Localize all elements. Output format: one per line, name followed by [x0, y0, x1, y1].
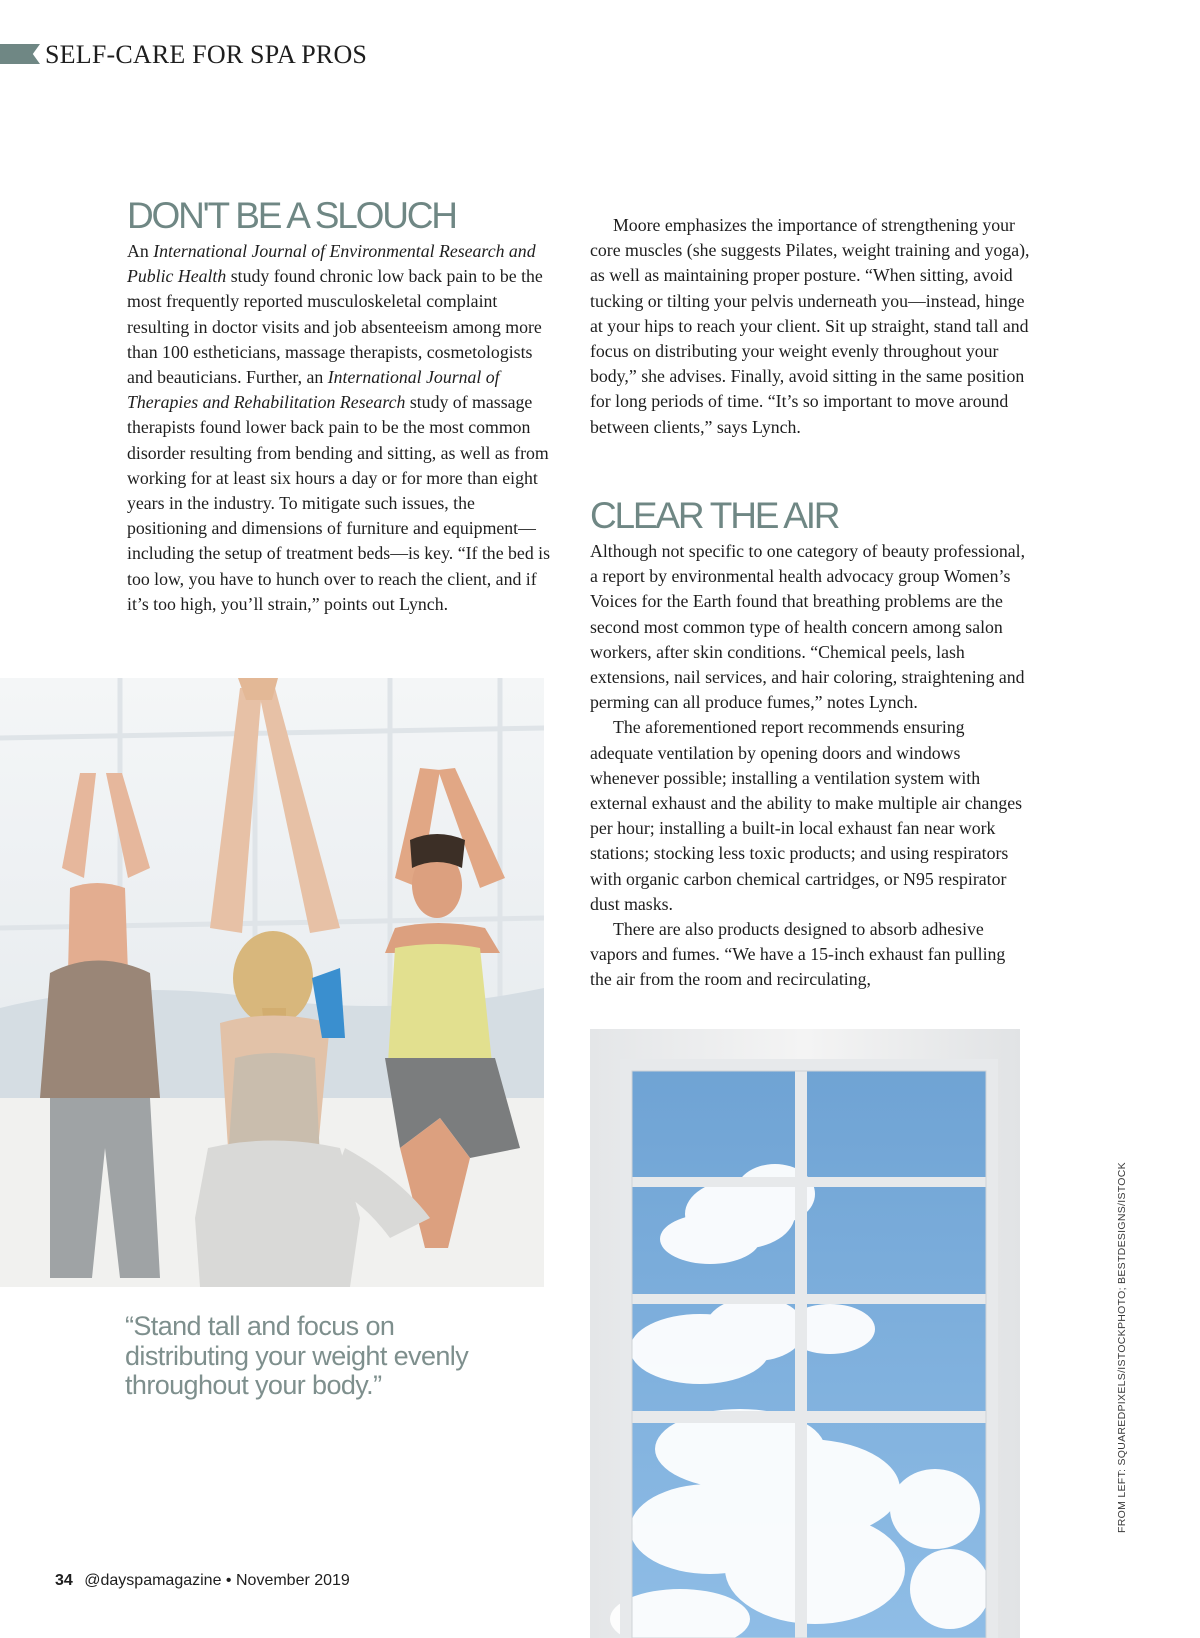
page-number: 34 [55, 1572, 73, 1589]
yoga-class-illustration [0, 678, 544, 1287]
paragraph: An International Journal of Environmental Research and Public Health study found chronic low back pain to be the most frequently reported musculoskeletal complaint resulting in doctor visits and job absenteeism among more than 100 estheticians, massage therapists, cosmetologists and beauticians. Further, an International Journal of Therapies and Rehabilitation Research study of massage therapists found lower back pain to be the most common disorder resulting from bending and sitting, as well as from working for at least six hours a day or for more than eight years in the industry. To mitigate such issues, the positioning and dimensions of furniture and equipment—including the setup of treatment beds—is key. “If the bed is too low, you have to hunch over to reach the client, and if it’s too high, you’ll strain,” points out Lynch. [127, 241, 551, 614]
window-sky-illustration [590, 1029, 1020, 1638]
yoga-class-photo [0, 678, 544, 1287]
paragraph: The aforementioned report recommends ensuring adequate ventilation by opening doors and windows whenever possible; installing a ventilation system with external exhaust and the ability to make multiple air changes per hour; installing a built-in local exhaust fan near work stations; stocking less toxic products; and using respirators with organic carbon chemical cartridges, or N95 respirator dust masks. [590, 717, 1023, 914]
issue-date: November 2019 [235, 1572, 350, 1589]
footer-separator: • [225, 1572, 232, 1589]
article-body-section1 [127, 239, 559, 617]
pull-quote: “Stand tall and focus on distributing your weight evenly throughout your body.” [125, 1311, 469, 1400]
social-handle: @dayspamagazine [84, 1572, 222, 1589]
section-label: SELF-CARE FOR SPA PROS [45, 40, 368, 69]
paragraph: Although not specific to one category of beauty professional, a report by environmental health advocacy group Women’s Voices for the Earth found that breathing problems are the second most common type of health concern among salon workers, after skin conditions. “Chemical peels, lash extensions, nail services, and hair coloring, straightening and perming can all produce fumes,” notes Lynch. [590, 541, 1026, 713]
photo-credit: FROM LEFT: SQUAREDPIXELS/ISTOCKPHOTO; BESTDESIGNS/ISTOCK [1116, 1162, 1128, 1533]
headline-dont-be-a-slouch: DON'T BE A SLOUCH [127, 195, 456, 236]
article-body-section2 [590, 539, 1030, 993]
paragraph: Moore emphasizes the importance of strengthening your core muscles (she suggests Pilates, weight training and yoga), as well as maintaining proper posture. “When sitting, avoid tucking or tilting your pelvis underneath you—instead, hinge at your hips to reach your client. Sit up straight, stand tall and focus on distributing your weight evenly throughout your body,” she advises. Finally, avoid sitting in the same position for long periods of time. “It’s so important to move around between clients,” says Lynch. [590, 215, 1030, 437]
article-body-continued [590, 213, 1030, 440]
section-tab-marker [0, 44, 40, 64]
headline-clear-the-air: CLEAR THE AIR [590, 495, 839, 536]
window-sky-photo [590, 1029, 1020, 1638]
page-footer [55, 1572, 350, 1590]
paragraph: There are also products designed to absorb adhesive vapors and fumes. “We have a 15-inch exhaust fan pulling the air from the room and recirculating, [590, 919, 1006, 990]
